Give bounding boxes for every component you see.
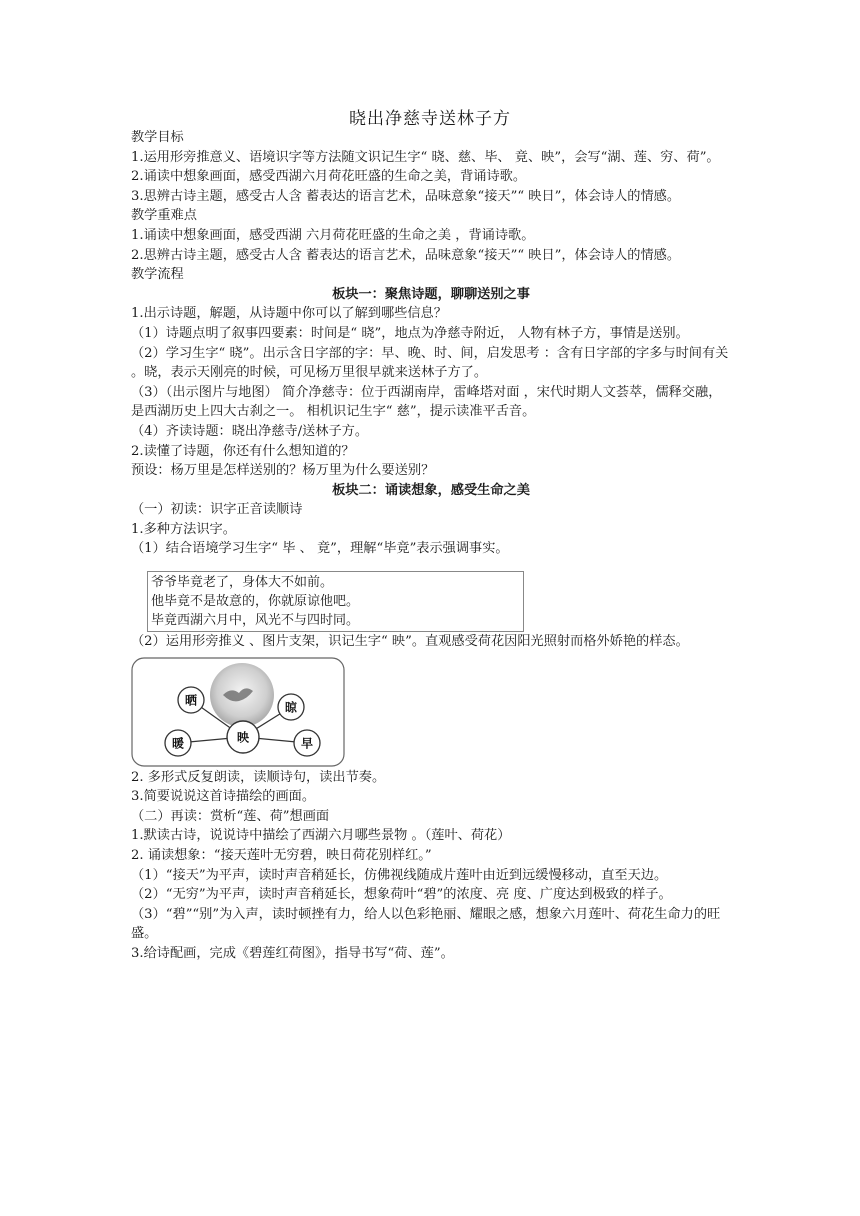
paragraph: （4）齐读诗题：晓出净慈寺/送林子方。 [131, 423, 369, 439]
section-heading-process: 教学流程 [131, 267, 184, 283]
character-diagram-svg [131, 657, 345, 767]
paragraph: （3）（出示图片与地图） 简介净慈寺：位于西湖南岸，雷峰塔对面 ，宋代时期人文荟萃，儒释交融，是西湖历史上四大古刹之一。 相机识记生字“ 慈”，提示读准平舌音。 [131, 384, 722, 420]
section-heading-goals: 教学目标 [131, 130, 184, 145]
paragraph: （1）诗题点明了叙事四要素：时间是“ 晓”，地点为净慈寺附近， 人物有林子方，事情是送别。 [131, 325, 689, 341]
document-body [131, 128, 731, 964]
paragraph: 1.运用形旁推意义、语境识字等方法随文识记生字“ 晓、慈、毕、 竟、映”，会写“湖、莲、穷、荷”。 [131, 149, 720, 165]
paragraph: （1）结合语境学习生字“ 毕 、 竟”，理解“毕竟”表示强调事实。 [131, 541, 509, 557]
paragraph: 1.默读古诗，说说诗中描绘了西湖六月哪些景物 。（莲叶、荷花） [131, 828, 511, 844]
example-sentence: 毕竟西湖六月中，风光不与四时同。 [151, 613, 360, 629]
paragraph: 2. 多形式反复朗读，读顺诗句，读出节奏。 [131, 769, 386, 785]
example-sentence: 爷爷毕竟老了，身体大不如前。 [151, 575, 334, 591]
block-heading-2: 板块二：诵读想象，感受生命之美 [332, 482, 530, 498]
paragraph: 2. 诵读想象：“接天莲叶无穷碧，映日荷花别样红。” [131, 848, 432, 864]
paragraph: （1）“接天”为平声，读时声音稍延长，仿佛视线随成片莲叶由近到远缓慢移动，直至天边。 [131, 867, 668, 883]
char-label: 晾 [284, 700, 298, 715]
paragraph: 预设：杨万里是怎样送别的？杨万里为什么要送别？ [131, 463, 435, 479]
block-heading-1: 板块一：聚焦诗题，聊聊送别之事 [332, 286, 530, 302]
char-label: 晒 [184, 693, 198, 708]
paragraph: （3）“碧”“别”为入声，读时顿挫有力，给人以色彩艳丽、耀眼之感，想象六月莲叶、荷花生命力的旺盛。 [131, 906, 721, 942]
paragraph: 3.给诗配画，完成《碧莲红荷图》，指导书写“荷、莲”。 [131, 946, 454, 961]
section-heading-key-points: 教学重难点 [131, 208, 197, 224]
paragraph: 1.诵读中想象画面，感受西湖 六月荷花旺盛的生命之美 ，背诵诗歌。 [131, 227, 535, 243]
example-sentences-box [147, 571, 524, 632]
paragraph: 1.多种方法识字。 [131, 521, 236, 537]
example-sentence: 他毕竟不是故意的，你就原谅他吧。 [151, 594, 360, 610]
paragraph: （二）再读：赏析“莲、荷”想画面 [131, 808, 330, 824]
paragraph: （2）“无穷”为平声，读时声音稍延长，想象荷叶“碧”的浓度、亮 度、广度达到极致的样子。 [131, 887, 672, 903]
paragraph: （一）初读：识字正音读顺诗 [131, 502, 303, 518]
paragraph: 2.诵读中想象画面，感受西湖六月荷花旺盛的生命之美，背诵诗歌。 [131, 169, 527, 185]
paragraph: （2）运用形旁推义 、图片支架，识记生字“ 映”。直观感受荷花因阳光照射而格外娇艳的样态。 [131, 634, 689, 650]
character-diagram [131, 657, 345, 767]
paragraph: （2）学习生字“ 晓”。出示含日字部的字：早、晚、时、间，启发思考 ：含有日字部的字多与时间有关 。晓，表示天刚亮的时候，可见杨万里很早就来送林子方了。 [131, 345, 729, 381]
page-title: 晓出净慈寺送林子方 [349, 109, 511, 129]
paragraph: 2.思辨古诗主题，感受古人含 蓄表达的语言艺术，品味意象“接天”“ 映日”，体会诗人的情感。 [131, 247, 681, 263]
char-label: 早 [300, 736, 314, 751]
paragraph: 3.思辨古诗主题，感受古人含 蓄表达的语言艺术，品味意象“接天”“ 映日”，体会诗人的情感。 [131, 188, 681, 204]
paragraph: 3.简要说说这首诗描绘的画面。 [131, 789, 316, 805]
paragraph: 2.读懂了诗题，你还有什么想知道的？ [131, 443, 355, 459]
char-label: 暖 [171, 736, 185, 751]
char-label-center: 映 [236, 730, 250, 745]
paragraph: 1.出示诗题，解题，从诗题中你可以了解到哪些信息？ [131, 306, 447, 322]
